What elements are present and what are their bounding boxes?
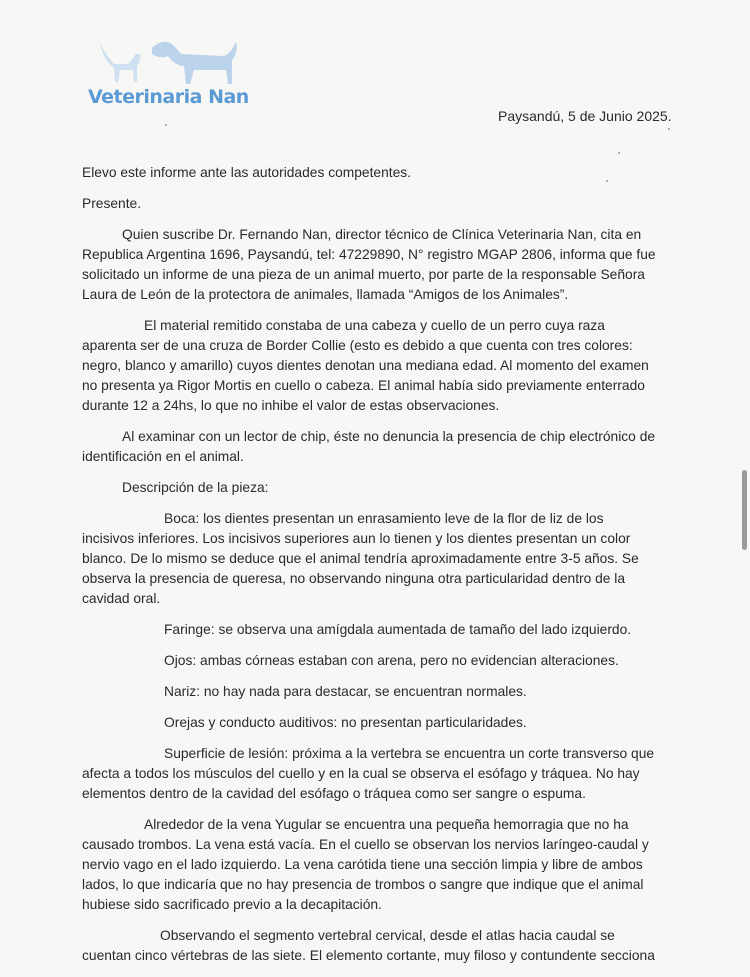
superficie-paragraph: Superficie de lesión: próxima a la vertebra se encuentra un corte transverso que afecta a todos los músculos del cuello y en la cual se observa el esófago y tráquea. No hay elementos dentro de la cavidad del esófago o tráquea como ser sangre o espuma. [82,746,655,801]
paragraph-2: El material remitido constaba de una cabeza y cuello de un perro cuya raza aparenta ser de una cruza de Border Collie (esto es debido a que cuenta con tres colores: negro, blanco y amarillo) cuyos dientes denotan una mediana edad. Al momento del examen no presenta ya Rigor Mortis en cuello o cabeza. El animal había sido previamente enterrado durante 12 a 24hs, lo que no inhibe el valor de estas observaciones. [82,318,649,413]
ojos-line: Ojos: ambas córneas estaban con arena, pero no evidencian alteraciones. [164,653,619,668]
paragraph-3: Al examinar con un lector de chip, éste no denuncia la presencia de chip electrónico de identificación en el animal. [82,429,656,464]
clinic-logo [88,36,248,116]
nariz-line: Nariz: no hay nada para destacar, se encuentran normales. [164,684,527,699]
paper-speck [606,180,608,182]
orejas-line: Orejas y conducto auditivos: no presentan particularidades. [164,715,527,730]
paper-speck [618,152,620,154]
presente-line: Presente. [82,196,142,211]
document-date: Paysandú, 5 de Junio 2025. [498,108,672,124]
intro-line: Elevo este informe ante las autoridades competentes. [82,165,412,180]
vena-paragraph: Alrededor de la vena Yugular se encuentra una pequeña hemorragia que no ha causado trombos. La vena está vacía. En el cuello se observan los nervios laríngeo-caudal y nervio vago en el lado izquierdo. La vena carótida tiene una sección limpia y libre de ambos lados, lo que indicaría que no hay presencia de trombos o sangre que indique que el animal hubiese sido sacrificado previo a la decapitación. [82,817,649,912]
scrollbar-thumb[interactable] [742,470,747,550]
description-title: Descripción de la pieza: [122,480,269,495]
faringe-line: Faringe: se observa una amígdala aumentada de tamaño del lado izquierdo. [164,622,632,637]
paper-speck [165,124,167,126]
two-dogs-silhouette-icon [94,36,244,88]
boca-paragraph: Boca: los dientes presentan un enrasamiento leve de la flor de liz de los incisivos inferiores. Los incisivos superiores aun lo tienen y los dientes presentan un color blanco. De lo mismo se deduce que el animal tendría aproximadamente entre 3-5 años. Se observa la presencia de queresa, no observando ninguna otra particularidad dentro de la cavidad oral. [82,511,639,606]
paper-speck [668,128,670,130]
document-body [82,163,657,977]
paragraph-1: Quien suscribe Dr. Fernando Nan, director técnico de Clínica Veterinaria Nan, cita en Republica Argentina 1696, Paysandú, tel: 47229890, N° registro MGAP 2806, informa que fue solicitado un informe de una pieza de un animal muerto, por parte de la responsable Señora Laura de León de la protectora de animales, llamada “Amigos de los Animales”. [82,227,656,302]
logo-text: Veterinaria Nan [88,86,249,108]
vertebral-paragraph: Observando el segmento vertebral cervical, desde el atlas hacia caudal se cuentan cinco vértebras de las siete. El elemento cortante, muy filoso y contundente secciona [82,928,655,963]
